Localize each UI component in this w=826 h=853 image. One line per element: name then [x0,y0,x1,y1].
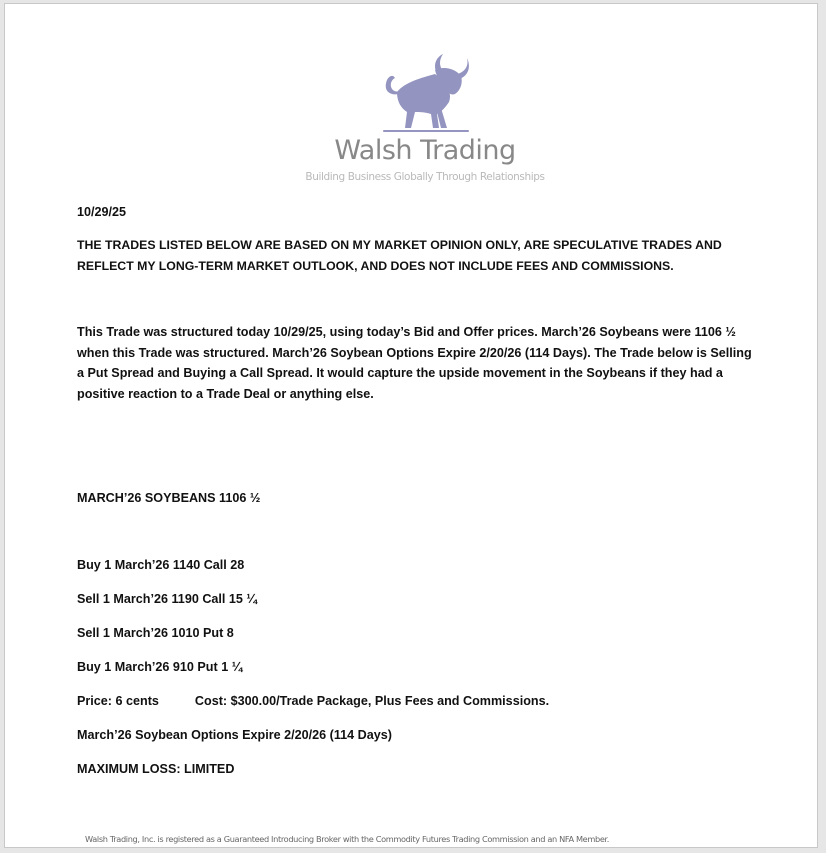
price-cost-line [77,694,549,708]
market-heading: MARCH’26 SOYBEANS 1106 ½ [77,491,261,505]
regulatory-footer: Walsh Trading, Inc. is registered as a Guaranteed Introducing Broker with the Commodity Futures Trading Commission and an NFA Member. [85,834,610,844]
expiry-line: March’26 Soybean Options Expire 2/20/26 (114 Days) [77,728,392,742]
trade-leg: Buy 1 March’26 910 Put 1 ¼ [77,660,243,674]
trade-leg: Buy 1 March’26 1140 Call 28 [77,558,245,572]
brand-tagline: Building Business Globally Through Relationships [305,171,545,183]
max-loss-line: MAXIMUM LOSS: LIMITED [77,762,235,776]
document-date: 10/29/25 [77,205,127,219]
document-page [4,3,818,848]
disclaimer-text: THE TRADES LISTED BELOW ARE BASED ON MY MARKET OPINION ONLY, ARE SPECULATIVE TRADES AND REFLECT MY LONG-TERM MARKET OUTLOOK, AND DOES NOT INCLUDE FEES AND COMMISSIONS. [77,238,722,273]
trade-price: Price: 6 cents [77,694,159,708]
trade-cost: Cost: $300.00/Trade Package, Plus Fees and Commissions. [194,694,550,708]
bull-icon [375,52,475,134]
trade-leg: Sell 1 March’26 1010 Put 8 [77,626,234,640]
trade-description: This Trade was structured today 10/29/25, using today’s Bid and Offer prices. March’26 Soybeans were 1106 ½ when this Trade was structured. March’26 Soybean Options Expire 2/20/26 (114 Days). The Trade below is Selling a Put Spread and Buying a Call Spread. It would capture the upside movement in the Soybeans if they had a positive reaction to a Trade Deal or anything else. [77,325,752,401]
brand-name: Walsh Trading [334,135,516,166]
company-logo [285,52,565,187]
trade-leg: Sell 1 March’26 1190 Call 15 ¼ [77,592,257,606]
